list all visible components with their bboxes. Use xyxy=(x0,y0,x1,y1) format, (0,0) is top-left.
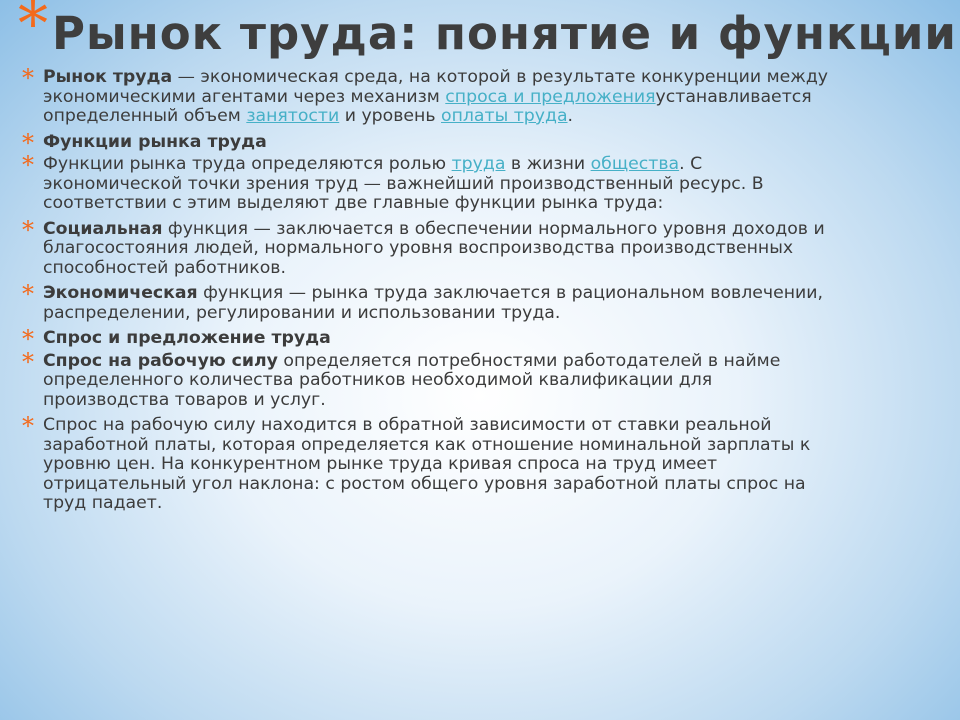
bullet-text xyxy=(43,416,942,514)
bold-term: Экономическая xyxy=(43,283,198,303)
asterisk-bullet-icon: * xyxy=(22,347,34,376)
asterisk-bullet-icon: * xyxy=(22,215,34,244)
bullet-item-functions-heading xyxy=(22,128,942,157)
asterisk-bullet-icon: * xyxy=(22,280,34,308)
slide-content xyxy=(22,64,942,520)
text-line xyxy=(43,352,942,372)
bullet-text xyxy=(43,155,942,214)
text-fragment: определяется потребностями работодателей в найме xyxy=(277,350,781,371)
asterisk-bullet-icon: * xyxy=(22,325,34,353)
section-heading: Функции рынка труда xyxy=(43,131,267,152)
asterisk-bullet-icon: * xyxy=(22,151,34,179)
text-line: экономической точки зрения труд — важнейший производственный ресурс. В xyxy=(43,173,764,194)
text-line xyxy=(43,284,942,304)
bold-term: Спрос на рабочую силу xyxy=(43,350,278,371)
text-fragment: . xyxy=(567,106,574,126)
text-line xyxy=(43,68,942,88)
link-wages[interactable]: оплаты труда xyxy=(441,106,568,126)
text-line: Спрос на рабочую силу находится в обратной зависимости от ставки реальной xyxy=(43,415,772,435)
text-fragment: определенный объем xyxy=(43,106,247,126)
text-line: соответствии с этим выделяют две главные функции рынка труда: xyxy=(43,193,664,213)
text-fragment: устанавливается xyxy=(655,86,812,107)
bold-term: Рынок труда xyxy=(43,67,173,87)
text-line: распределении, регулировании и использовании труда. xyxy=(43,302,561,323)
bullet-text xyxy=(43,329,942,349)
bullet-item-economic-function xyxy=(22,280,942,323)
text-line: отрицательный угол наклона: с ростом общего уровня заработной платы спрос на xyxy=(43,473,806,494)
asterisk-bullet-icon: * xyxy=(22,128,34,157)
text-fragment: — экономическая среда, на которой в результате конкуренции между xyxy=(172,67,828,87)
bullet-text xyxy=(43,68,942,127)
link-labor[interactable]: труда xyxy=(451,154,506,174)
link-society[interactable]: общества xyxy=(590,154,680,174)
text-line: способностей работников. xyxy=(43,257,286,278)
text-fragment: и уровень xyxy=(339,106,442,126)
text-line: уровню цен. На конкурентном рынке труда кривая спроса на труд имеет xyxy=(43,454,718,474)
bullet-item-definition xyxy=(22,64,942,127)
text-fragment: функция — рынка труда заключается в рациональном вовлечении, xyxy=(197,283,824,303)
bullet-text xyxy=(43,133,942,153)
text-fragment: в жизни xyxy=(505,154,591,174)
section-heading: Спрос и предложение труда xyxy=(43,328,331,348)
text-line: определенного количества работников необходимой квалификации для xyxy=(43,370,713,390)
title-bullet-icon: * xyxy=(18,0,48,59)
bullet-text xyxy=(43,220,942,279)
text-fragment: Функции рынка труда определяются ролью xyxy=(43,154,452,174)
text-fragment: экономическими агентами через механизм xyxy=(43,86,446,107)
text-line xyxy=(43,220,942,240)
link-employment[interactable]: занятости xyxy=(246,106,340,126)
link-supply-demand[interactable]: спроса и предложения xyxy=(445,86,656,107)
bold-term: Социальная xyxy=(43,218,163,239)
text-line: заработной платы, которая определяется как отношение номинальной зарплаты к xyxy=(43,434,811,455)
text-line: благосостояния людей, нормального уровня воспроизводства производственных xyxy=(43,238,794,258)
text-line xyxy=(43,88,942,108)
bullet-item-labor-demand xyxy=(22,347,942,411)
asterisk-bullet-icon: * xyxy=(22,64,34,92)
bullet-item-demand-curve xyxy=(22,412,942,514)
text-line xyxy=(43,155,942,175)
text-line: труд падает. xyxy=(43,493,163,513)
bullet-text xyxy=(43,284,942,323)
text-line xyxy=(43,107,942,127)
bullet-item-supply-demand-heading xyxy=(22,325,942,353)
slide-title: Рынок труда: понятие и функции xyxy=(52,7,957,60)
bullet-item-functions-role xyxy=(22,151,942,214)
bullet-item-social-function xyxy=(22,215,942,279)
text-fragment: . С xyxy=(679,154,703,174)
bullet-text xyxy=(43,352,942,411)
asterisk-bullet-icon: * xyxy=(22,412,34,440)
text-fragment: функция — заключается в обеспечении нормального уровня доходов и xyxy=(162,218,825,239)
text-line: производства товаров и услуг. xyxy=(43,389,326,410)
